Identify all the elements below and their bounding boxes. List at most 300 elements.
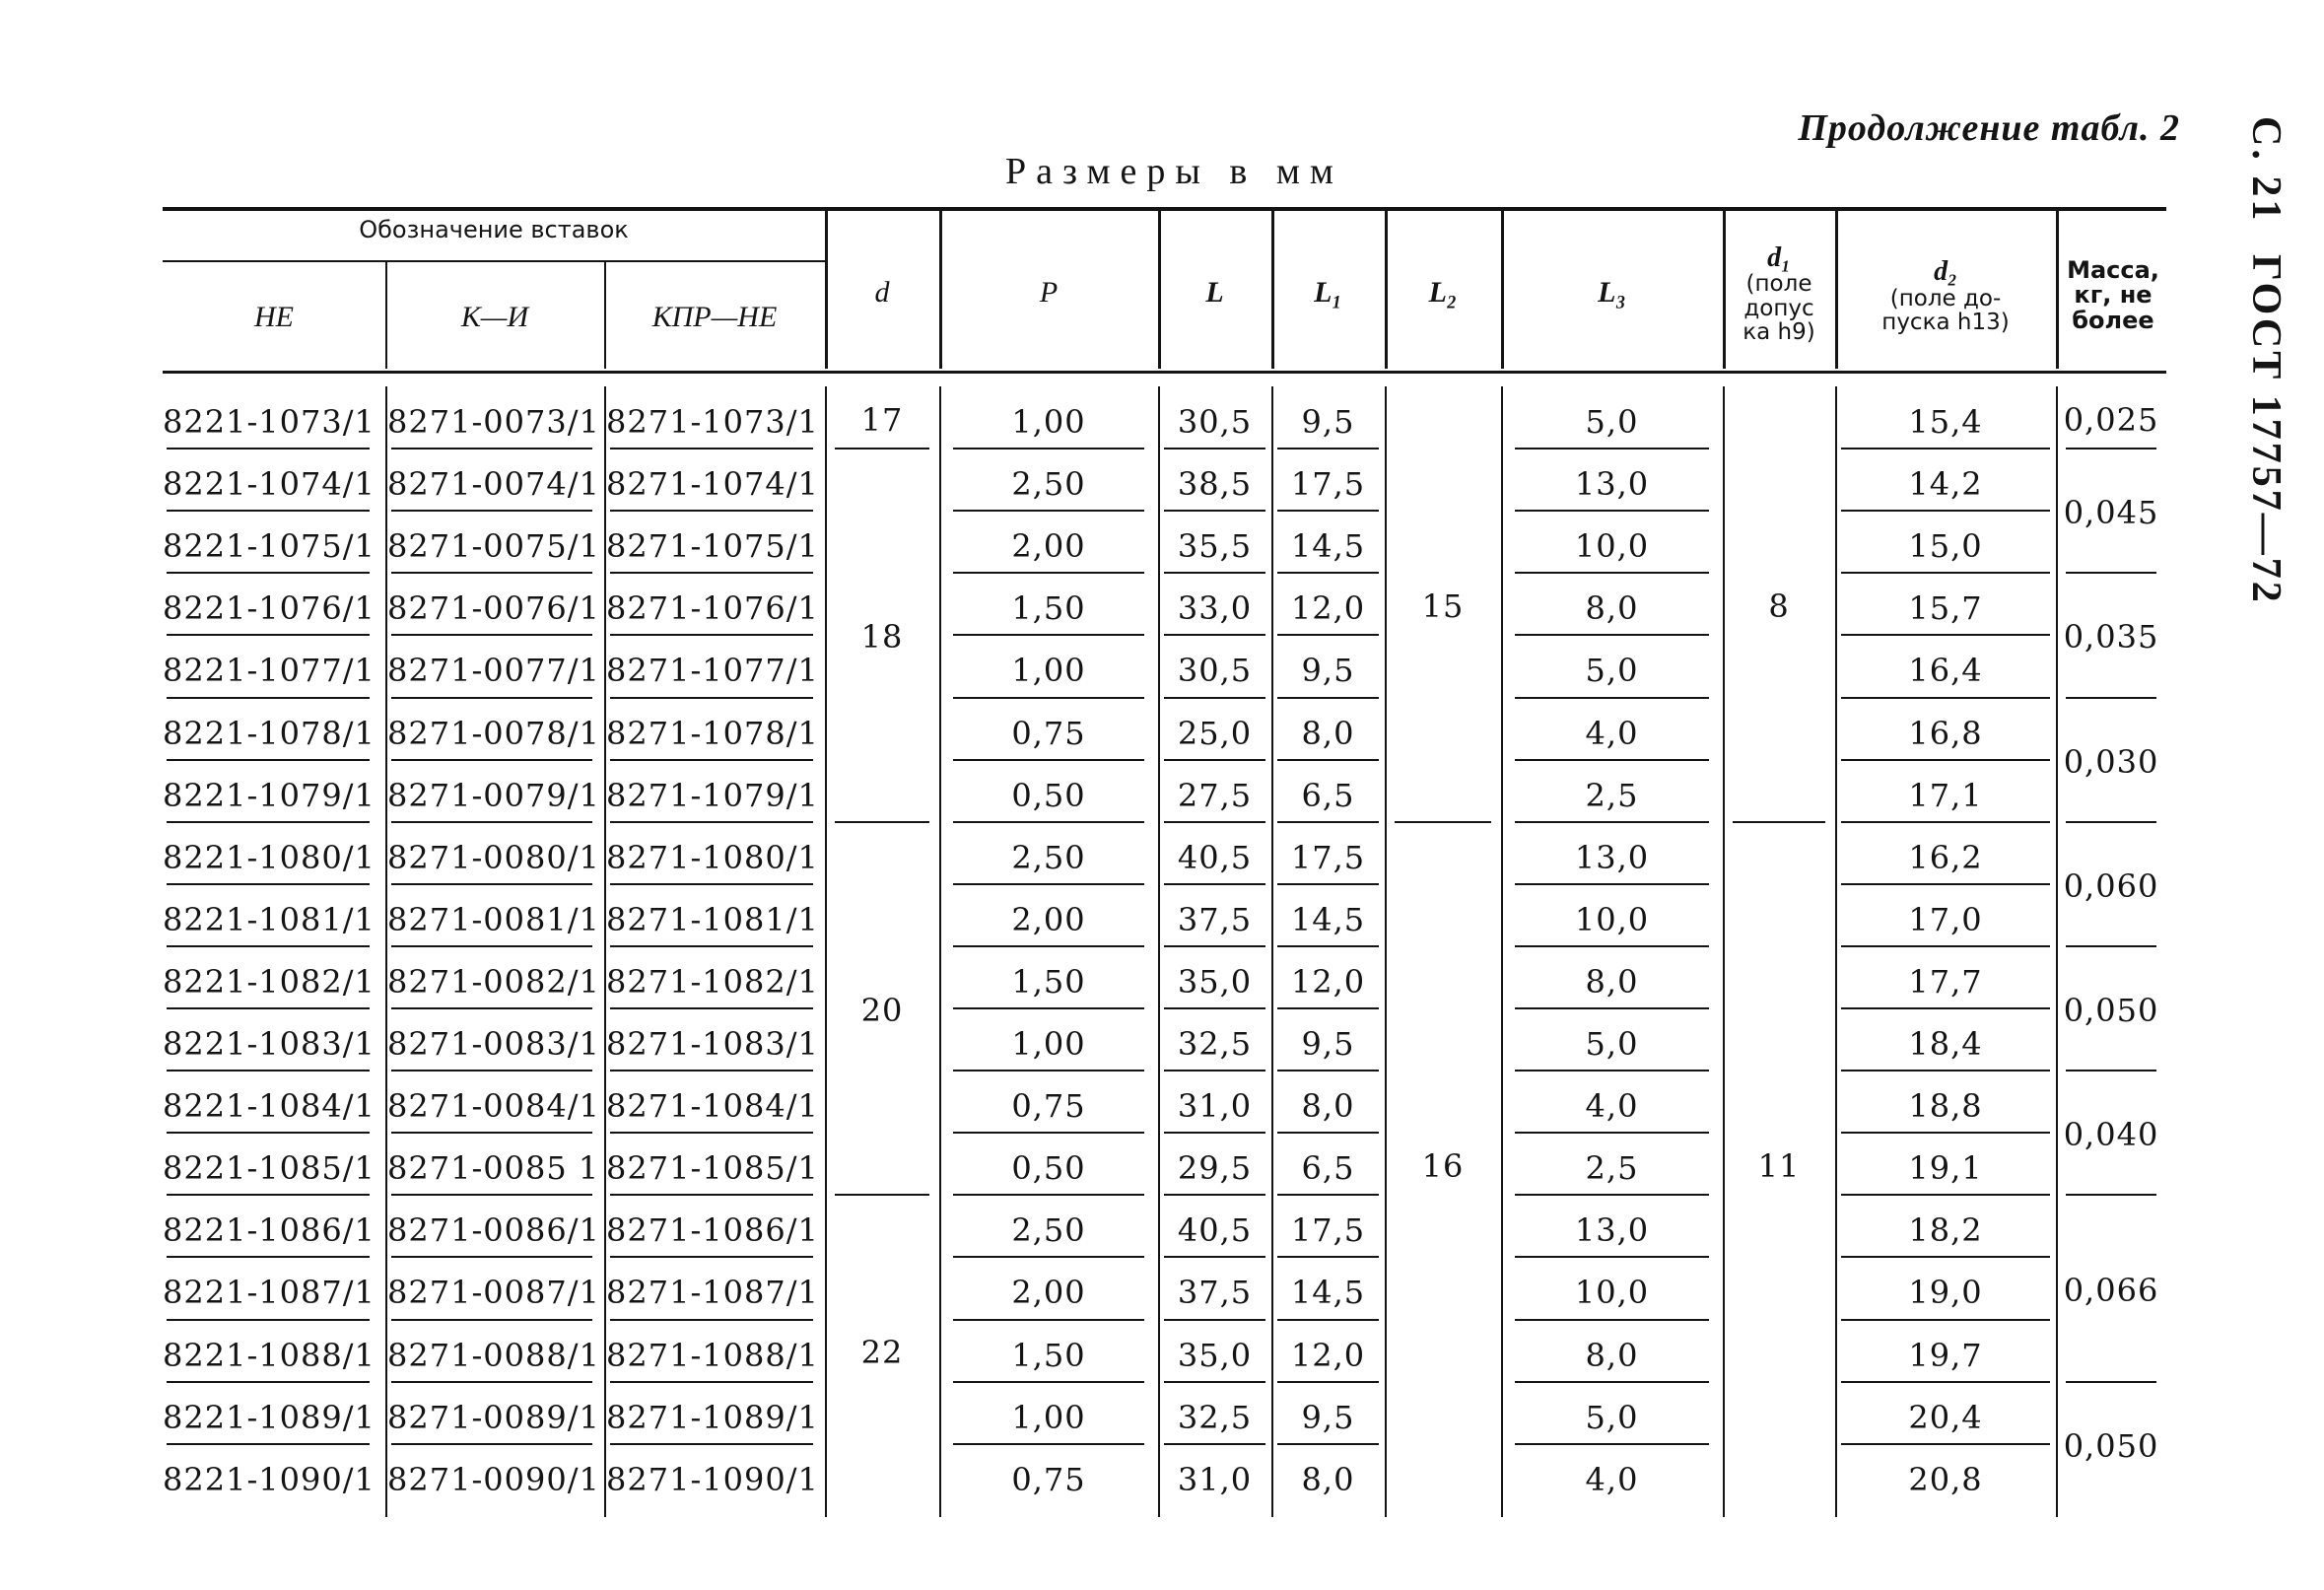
row-underline-ki xyxy=(391,883,592,885)
row-underline-kprne xyxy=(610,1132,813,1134)
row-underline-ki xyxy=(391,1132,592,1134)
row-underline-p xyxy=(953,1319,1144,1321)
row-underline-d2 xyxy=(1841,1256,2050,1258)
d-value: 17 xyxy=(860,400,904,439)
l3-value: 4,0 xyxy=(1585,1087,1639,1126)
header-column-divider-3 xyxy=(1271,211,1274,369)
row-underline-l1 xyxy=(1277,759,1379,761)
header-column-divider-2 xyxy=(1158,211,1161,369)
row-underline-d2 xyxy=(1841,448,2050,449)
row-underline-ne xyxy=(167,1007,370,1009)
row-underline-p xyxy=(953,634,1144,636)
l-value: 40,5 xyxy=(1177,838,1253,876)
l3-value: 10,0 xyxy=(1574,1274,1650,1312)
row-underline-kprne xyxy=(610,697,813,699)
table-continuation-caption: Продолжение табл. 2 xyxy=(1798,107,2180,149)
ne-designation: 8221-1077/1 xyxy=(163,652,376,690)
row-underline-l3 xyxy=(1515,1381,1709,1383)
row-underline-l xyxy=(1164,448,1265,449)
page-number: С. 21 xyxy=(2243,116,2289,224)
row-underline-ne xyxy=(167,448,370,449)
row-underline-kprne xyxy=(610,634,813,636)
kprne-designation: 8271-1074/1 xyxy=(606,465,819,504)
row-underline-ki xyxy=(391,697,592,699)
p-value: 0,75 xyxy=(1011,714,1086,752)
row-underline-p xyxy=(953,510,1144,512)
l3-value: 5,0 xyxy=(1585,652,1639,690)
row-underline-l1 xyxy=(1277,1132,1379,1134)
l-value: 35,5 xyxy=(1177,527,1253,566)
mass-value-separator xyxy=(2066,1070,2156,1072)
ki-designation: 8271-0081/1 xyxy=(387,900,600,938)
row-underline-l3 xyxy=(1515,1256,1709,1258)
p-value: 1,50 xyxy=(1011,962,1086,1001)
body-column-divider-10 xyxy=(2056,386,2058,1517)
l2-value-separator xyxy=(1395,821,1491,823)
l3-value: 8,0 xyxy=(1585,1336,1639,1374)
row-underline-d2 xyxy=(1841,510,2050,512)
row-underline-ki xyxy=(391,1070,592,1072)
header-column-divider-8 xyxy=(2056,211,2059,369)
l1-value: 6,5 xyxy=(1301,776,1355,814)
ne-designation: 8221-1074/1 xyxy=(163,465,376,504)
l3-value: 8,0 xyxy=(1585,589,1639,628)
kprne-designation: 8271-1073/1 xyxy=(606,403,819,441)
mass-value: 0,030 xyxy=(2063,742,2159,781)
l3-value: 4,0 xyxy=(1585,1460,1639,1498)
d-value-separator xyxy=(835,448,929,449)
row-underline-l1 xyxy=(1277,883,1379,885)
l-value: 31,0 xyxy=(1177,1087,1253,1126)
ne-designation: 8221-1081/1 xyxy=(163,900,376,938)
row-underline-kprne xyxy=(610,883,813,885)
l1-value: 12,0 xyxy=(1290,589,1366,628)
ki-designation: 8271-0078/1 xyxy=(387,714,600,752)
row-underline-l xyxy=(1164,1443,1265,1445)
row-underline-ne xyxy=(167,572,370,574)
d2-value: 15,4 xyxy=(1908,403,1983,441)
mass-value-separator xyxy=(2066,448,2156,449)
ki-designation: 8271-0086/1 xyxy=(387,1211,600,1250)
row-underline-l3 xyxy=(1515,1319,1709,1321)
l-value: 30,5 xyxy=(1177,403,1253,441)
row-underline-kprne xyxy=(610,1007,813,1009)
l-value: 31,0 xyxy=(1177,1460,1253,1498)
row-underline-d2 xyxy=(1841,1132,2050,1134)
d-value: 22 xyxy=(860,1334,904,1372)
row-underline-l1 xyxy=(1277,1194,1379,1196)
row-underline-ki xyxy=(391,634,592,636)
d-value: 18 xyxy=(860,618,904,657)
ne-designation: 8221-1084/1 xyxy=(163,1087,376,1126)
mass-value: 0,025 xyxy=(2063,400,2159,439)
ki-designation: 8271-0085 1 xyxy=(387,1149,600,1188)
row-underline-l1 xyxy=(1277,697,1379,699)
p-value: 1,00 xyxy=(1011,652,1086,690)
l1-value: 17,5 xyxy=(1290,1211,1366,1250)
d2-value: 17,0 xyxy=(1908,900,1983,938)
row-underline-l3 xyxy=(1515,1007,1709,1009)
kprne-designation: 8271-1079/1 xyxy=(606,776,819,814)
mass-value-separator xyxy=(2066,697,2156,699)
d2-value: 18,4 xyxy=(1908,1025,1983,1063)
mass-value: 0,066 xyxy=(2063,1271,2159,1309)
ne-designation: 8221-1078/1 xyxy=(163,714,376,752)
l-value: 27,5 xyxy=(1177,776,1253,814)
l1-value: 17,5 xyxy=(1290,838,1366,876)
kprne-designation: 8271-1083/1 xyxy=(606,1025,819,1063)
row-underline-l1 xyxy=(1277,1319,1379,1321)
ne-designation: 8221-1082/1 xyxy=(163,962,376,1001)
d2-value: 15,7 xyxy=(1908,589,1983,628)
mass-value: 0,040 xyxy=(2063,1116,2159,1154)
p-value: 2,50 xyxy=(1011,838,1086,876)
d-value-separator xyxy=(835,821,929,823)
mass-value-separator xyxy=(2066,945,2156,947)
header-d2-note: (поле до- пуска h13) xyxy=(1881,285,2010,335)
row-underline-d2 xyxy=(1841,634,2050,636)
kprne-designation: 8271-1076/1 xyxy=(606,589,819,628)
d2-value: 19,1 xyxy=(1908,1149,1983,1188)
l1-value: 9,5 xyxy=(1301,652,1355,690)
ne-designation: 8221-1080/1 xyxy=(163,838,376,876)
row-underline-l1 xyxy=(1277,510,1379,512)
row-underline-l3 xyxy=(1515,759,1709,761)
row-underline-ne xyxy=(167,1194,370,1196)
kprne-designation: 8271-1089/1 xyxy=(606,1398,819,1436)
header-column-divider-5 xyxy=(1501,211,1504,369)
row-underline-kprne xyxy=(610,510,813,512)
row-underline-l1 xyxy=(1277,1256,1379,1258)
header-bottom-rule xyxy=(163,371,2166,374)
row-underline-ki xyxy=(391,1194,592,1196)
row-underline-ki xyxy=(391,572,592,574)
header-l1: L₁ xyxy=(1314,276,1342,310)
l3-value: 5,0 xyxy=(1585,403,1639,441)
row-underline-p xyxy=(953,697,1144,699)
mass-value-separator xyxy=(2066,1381,2156,1383)
page-side-label xyxy=(2242,116,2290,623)
header-divider-1 xyxy=(604,262,606,369)
row-underline-ki xyxy=(391,1443,592,1445)
d2-value: 16,8 xyxy=(1908,714,1983,752)
ki-designation: 8271-0075/1 xyxy=(387,527,600,566)
ne-designation: 8221-1076/1 xyxy=(163,589,376,628)
row-underline-l xyxy=(1164,1194,1265,1196)
row-underline-l1 xyxy=(1277,945,1379,947)
header-ne: НЕ xyxy=(254,301,294,334)
header-d1-symbol: d₁ xyxy=(1767,242,1791,274)
row-underline-l xyxy=(1164,1319,1265,1321)
row-underline-p xyxy=(953,1194,1144,1196)
p-value: 1,50 xyxy=(1011,589,1086,628)
header-d: d xyxy=(874,276,890,310)
row-underline-d2 xyxy=(1841,1007,2050,1009)
ki-designation: 8271-0079/1 xyxy=(387,776,600,814)
mass-value-separator xyxy=(2066,821,2156,823)
row-underline-ki xyxy=(391,510,592,512)
row-underline-p xyxy=(953,1443,1144,1445)
row-underline-ne xyxy=(167,1443,370,1445)
row-underline-kprne xyxy=(610,945,813,947)
kprne-designation: 8271-1088/1 xyxy=(606,1336,819,1374)
header-insert-designation: Обозначение вставок xyxy=(359,216,629,244)
l2-value: 16 xyxy=(1421,1146,1465,1185)
mass-value: 0,050 xyxy=(2063,1426,2159,1465)
body-column-divider-8 xyxy=(1723,386,1725,1517)
l3-value: 10,0 xyxy=(1574,527,1650,566)
mass-value: 0,050 xyxy=(2063,992,2159,1029)
row-underline-l xyxy=(1164,510,1265,512)
row-underline-kprne xyxy=(610,1443,813,1445)
header-l: L xyxy=(1205,276,1224,310)
ne-designation: 8221-1089/1 xyxy=(163,1398,376,1436)
ki-designation: 8271-0077/1 xyxy=(387,652,600,690)
d1-value-separator xyxy=(1733,821,1825,823)
row-underline-ne xyxy=(167,883,370,885)
kprne-designation: 8271-1081/1 xyxy=(606,900,819,938)
l1-value: 17,5 xyxy=(1290,465,1366,504)
header-column-divider-0 xyxy=(825,211,828,369)
ki-designation: 8271-0080/1 xyxy=(387,838,600,876)
row-underline-p xyxy=(953,572,1144,574)
header-d1-note: (поле допус ка h9) xyxy=(1743,271,1815,345)
l-value: 32,5 xyxy=(1177,1398,1253,1436)
row-underline-kprne xyxy=(610,759,813,761)
header-column-divider-1 xyxy=(939,211,942,369)
row-underline-p xyxy=(953,759,1144,761)
row-underline-l xyxy=(1164,945,1265,947)
p-value: 2,00 xyxy=(1011,900,1086,938)
row-underline-l1 xyxy=(1277,821,1379,823)
row-underline-l1 xyxy=(1277,1007,1379,1009)
p-value: 2,00 xyxy=(1011,1274,1086,1312)
header-l2: L₂ xyxy=(1428,276,1458,310)
l-value: 38,5 xyxy=(1177,465,1253,504)
ki-designation: 8271-0087/1 xyxy=(387,1274,600,1312)
row-underline-p xyxy=(953,821,1144,823)
row-underline-p xyxy=(953,1132,1144,1134)
row-underline-d2 xyxy=(1841,945,2050,947)
l-value: 25,0 xyxy=(1177,714,1253,752)
l3-value: 5,0 xyxy=(1585,1398,1639,1436)
row-underline-kprne xyxy=(610,1319,813,1321)
ki-designation: 8271-0076/1 xyxy=(387,589,600,628)
header-column-divider-7 xyxy=(1835,211,1838,369)
row-underline-ki xyxy=(391,1256,592,1258)
header-kprne: КПР—НЕ xyxy=(651,301,778,334)
header-ki: К—И xyxy=(460,301,529,334)
row-underline-ki xyxy=(391,1381,592,1383)
p-value: 2,50 xyxy=(1011,465,1086,504)
kprne-designation: 8271-1085/1 xyxy=(606,1149,819,1188)
l-value: 37,5 xyxy=(1177,1274,1253,1312)
p-value: 0,50 xyxy=(1011,1149,1086,1188)
l-value: 37,5 xyxy=(1177,900,1253,938)
ne-designation: 8221-1090/1 xyxy=(163,1460,376,1498)
row-underline-l xyxy=(1164,759,1265,761)
mass-value-separator xyxy=(2066,1194,2156,1196)
row-underline-d2 xyxy=(1841,821,2050,823)
row-underline-l1 xyxy=(1277,572,1379,574)
row-underline-kprne xyxy=(610,1381,813,1383)
row-underline-l3 xyxy=(1515,1070,1709,1072)
l3-value: 10,0 xyxy=(1574,900,1650,938)
row-underline-ne xyxy=(167,1132,370,1134)
row-underline-d2 xyxy=(1841,759,2050,761)
ki-designation: 8271-0074/1 xyxy=(387,465,600,504)
ne-designation: 8221-1073/1 xyxy=(163,403,376,441)
l3-value: 8,0 xyxy=(1585,962,1639,1001)
row-underline-d2 xyxy=(1841,572,2050,574)
row-underline-ki xyxy=(391,1319,592,1321)
d2-value: 17,7 xyxy=(1908,962,1983,1001)
l1-value: 14,5 xyxy=(1290,527,1366,566)
header-l3: L₃ xyxy=(1598,276,1626,310)
kprne-designation: 8271-1090/1 xyxy=(606,1460,819,1498)
l1-value: 12,0 xyxy=(1290,962,1366,1001)
row-underline-ne xyxy=(167,945,370,947)
row-underline-l3 xyxy=(1515,572,1709,574)
row-underline-p xyxy=(953,1256,1144,1258)
row-underline-p xyxy=(953,1007,1144,1009)
kprne-designation: 8271-1086/1 xyxy=(606,1211,819,1250)
d1-value: 11 xyxy=(1757,1146,1801,1185)
row-underline-d2 xyxy=(1841,697,2050,699)
row-underline-l3 xyxy=(1515,883,1709,885)
row-underline-p xyxy=(953,883,1144,885)
header-column-divider-4 xyxy=(1385,211,1388,369)
p-value: 1,00 xyxy=(1011,403,1086,441)
header-d2 xyxy=(1835,237,2056,355)
row-underline-l xyxy=(1164,572,1265,574)
ne-designation: 8221-1083/1 xyxy=(163,1025,376,1063)
row-underline-l3 xyxy=(1515,1194,1709,1196)
row-underline-l3 xyxy=(1515,945,1709,947)
row-underline-ne xyxy=(167,821,370,823)
l2-value: 15 xyxy=(1421,587,1465,625)
header-mass: Масса, кг, не более xyxy=(2067,256,2159,334)
row-underline-l xyxy=(1164,1132,1265,1134)
l3-value: 13,0 xyxy=(1574,465,1650,504)
l1-value: 8,0 xyxy=(1301,1087,1355,1126)
row-underline-l3 xyxy=(1515,634,1709,636)
d2-value: 18,2 xyxy=(1908,1211,1983,1250)
row-underline-d2 xyxy=(1841,1070,2050,1072)
row-underline-kprne xyxy=(610,821,813,823)
row-underline-d2 xyxy=(1841,1381,2050,1383)
row-underline-ne xyxy=(167,1070,370,1072)
row-underline-l xyxy=(1164,1256,1265,1258)
l3-value: 2,5 xyxy=(1585,776,1639,814)
mass-value: 0,045 xyxy=(2063,494,2159,532)
standard-number: ГОСТ 17757—72 xyxy=(2243,253,2289,605)
l3-value: 13,0 xyxy=(1574,1211,1650,1250)
kprne-designation: 8271-1084/1 xyxy=(606,1087,819,1126)
units-caption: Размеры в мм xyxy=(1005,151,1343,192)
l1-value: 8,0 xyxy=(1301,1460,1355,1498)
kprne-designation: 8271-1077/1 xyxy=(606,652,819,690)
header-group-rule xyxy=(163,260,825,262)
l-value: 35,0 xyxy=(1177,962,1253,1001)
p-value: 1,00 xyxy=(1011,1025,1086,1063)
row-underline-l1 xyxy=(1277,1070,1379,1072)
row-underline-ne xyxy=(167,510,370,512)
mass-value-separator xyxy=(2066,572,2156,574)
row-underline-d2 xyxy=(1841,1194,2050,1196)
row-underline-ne xyxy=(167,1256,370,1258)
ki-designation: 8271-0073/1 xyxy=(387,403,600,441)
header-d2-symbol: d₂ xyxy=(1934,256,1957,288)
row-underline-ne xyxy=(167,759,370,761)
d-value: 20 xyxy=(860,992,904,1029)
d1-value: 8 xyxy=(1768,587,1790,625)
l1-value: 14,5 xyxy=(1290,1274,1366,1312)
row-underline-ki xyxy=(391,821,592,823)
p-value: 1,00 xyxy=(1011,1398,1086,1436)
row-underline-kprne xyxy=(610,1194,813,1196)
d2-value: 16,4 xyxy=(1908,652,1983,690)
ne-designation: 8221-1079/1 xyxy=(163,776,376,814)
ki-designation: 8271-0083/1 xyxy=(387,1025,600,1063)
row-underline-l xyxy=(1164,821,1265,823)
l1-value: 9,5 xyxy=(1301,403,1355,441)
d2-value: 14,2 xyxy=(1908,465,1983,504)
l-value: 40,5 xyxy=(1177,1211,1253,1250)
d2-value: 19,0 xyxy=(1908,1274,1983,1312)
l3-value: 5,0 xyxy=(1585,1025,1639,1063)
header-p: P xyxy=(1039,276,1059,310)
p-value: 0,50 xyxy=(1011,776,1086,814)
table-top-rule xyxy=(163,207,2166,211)
ki-designation: 8271-0084/1 xyxy=(387,1087,600,1126)
row-underline-ki xyxy=(391,759,592,761)
row-underline-l xyxy=(1164,883,1265,885)
row-underline-l1 xyxy=(1277,1381,1379,1383)
l1-value: 9,5 xyxy=(1301,1398,1355,1436)
kprne-designation: 8271-1078/1 xyxy=(606,714,819,752)
row-underline-ne xyxy=(167,1319,370,1321)
row-underline-p xyxy=(953,448,1144,449)
row-underline-l1 xyxy=(1277,1443,1379,1445)
l-value: 35,0 xyxy=(1177,1336,1253,1374)
ki-designation: 8271-0089/1 xyxy=(387,1398,600,1436)
d2-value: 20,4 xyxy=(1908,1398,1983,1436)
row-underline-d2 xyxy=(1841,883,2050,885)
header-column-divider-6 xyxy=(1723,211,1726,369)
l1-value: 6,5 xyxy=(1301,1149,1355,1188)
p-value: 1,50 xyxy=(1011,1336,1086,1374)
p-value: 0,75 xyxy=(1011,1087,1086,1126)
mass-value: 0,035 xyxy=(2063,618,2159,657)
row-underline-kprne xyxy=(610,1256,813,1258)
row-underline-ne xyxy=(167,697,370,699)
row-underline-ne xyxy=(167,1381,370,1383)
row-underline-ki xyxy=(391,945,592,947)
row-underline-p xyxy=(953,945,1144,947)
l3-value: 13,0 xyxy=(1574,838,1650,876)
l1-value: 8,0 xyxy=(1301,714,1355,752)
ne-designation: 8221-1088/1 xyxy=(163,1336,376,1374)
row-underline-kprne xyxy=(610,448,813,449)
d2-value: 20,8 xyxy=(1908,1460,1983,1498)
p-value: 0,75 xyxy=(1011,1460,1086,1498)
kprne-designation: 8271-1075/1 xyxy=(606,527,819,566)
kprne-designation: 8271-1087/1 xyxy=(606,1274,819,1312)
row-underline-l xyxy=(1164,1381,1265,1383)
body-column-divider-6 xyxy=(1385,386,1387,1517)
l1-value: 14,5 xyxy=(1290,900,1366,938)
